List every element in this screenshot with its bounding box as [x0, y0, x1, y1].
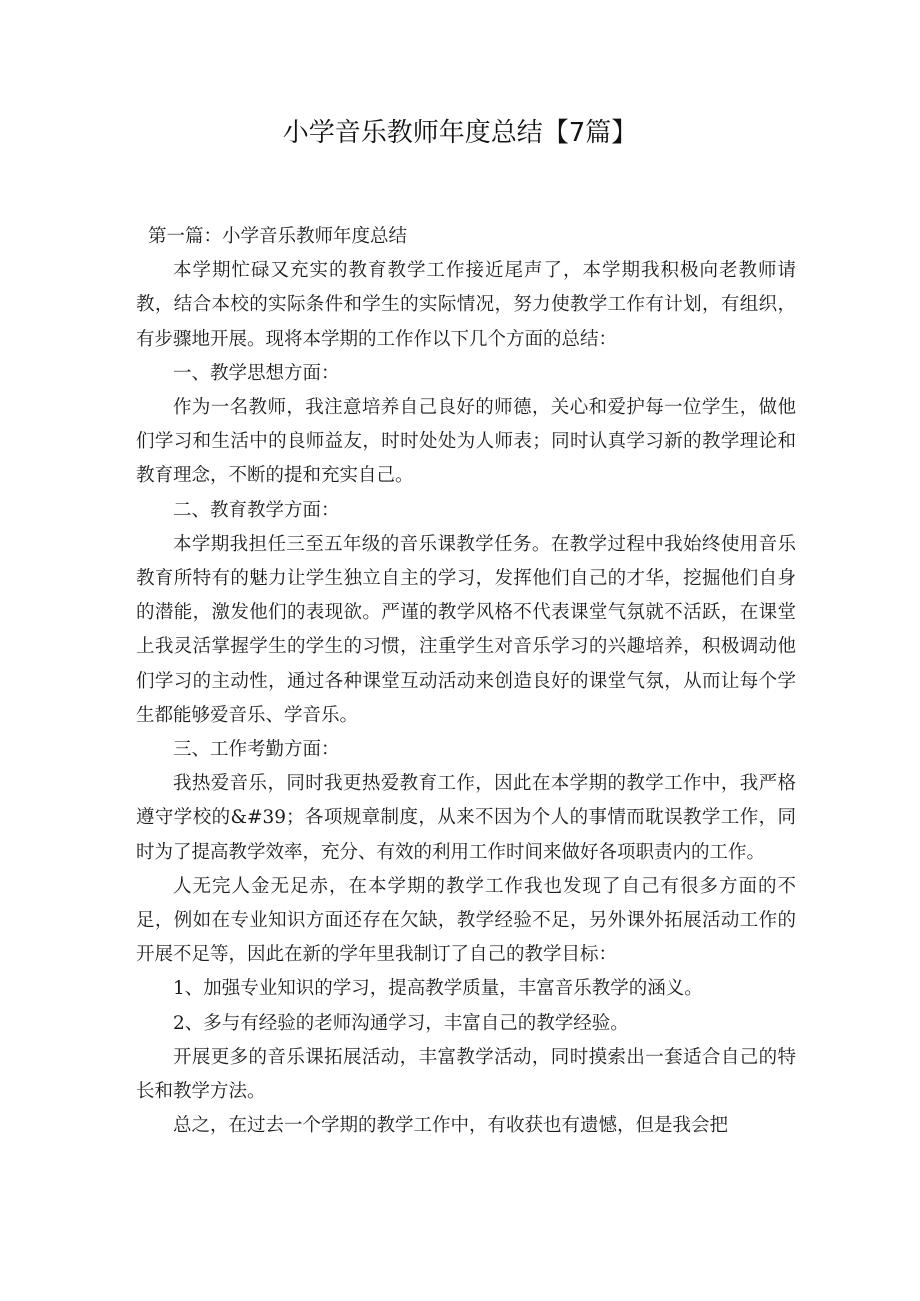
paragraph-conclusion: 总之，在过去一个学期的教学工作中，有收获也有遗憾，但是我会把: [173, 1115, 729, 1137]
section-heading: 第一篇：小学音乐教师年度总结: [148, 226, 408, 247]
paragraph-teaching-philosophy: 作为一名教师，我注意培养自己良好的师德，关心和爱护每一位学生，做他们学习和生活中的良师益友，时时处处为人师表；同时认真学习新的教学理论和教育理念，不断的提和充实自己。: [136, 397, 796, 487]
paragraph-shortcomings: 人无完人金无足赤，在本学期的教学工作我也发现了自己有很多方面的不足，例如在专业知识方面还存在欠缺，教学经验不足，另外课外拓展活动工作的开展不足等，因此在新的学年里我制订了自己的教学目标：: [136, 875, 796, 966]
subheading-teaching-philosophy: 一、教学思想方面：: [173, 362, 340, 384]
paragraph-intro: 本学期忙碌又充实的教育教学工作接近尾声了，本学期我积极向老教师请教，结合本校的实际条件和学生的实际情况，努力使教学工作有计划，有组织，有步骤地开展。现将本学期的工作作以下几个方面的总结：: [136, 260, 796, 350]
document-title: 小学音乐教师年度总结【7篇】: [282, 118, 638, 148]
subheading-attendance: 三、工作考勤方面：: [173, 739, 340, 761]
document-body: [136, 220, 796, 1143]
paragraph-attendance: 我热爱音乐，同时我更热爱教育工作，因此在本学期的教学工作中，我严格遵守学校的&#39；各项规章制度，从来不因为个人的事情而耽误教学工作，同时为了提高教学效率，充分、有效的利用工作时间来做好各项职责内的工作。: [136, 773, 796, 863]
list-item-goal-1: 1、加强专业知识的学习，提高教学质量，丰富音乐教学的涵义。: [173, 978, 703, 1000]
paragraph-education-teaching: 本学期我担任三至五年级的音乐课教学任务。在教学过程中我始终使用音乐教育所特有的魅力让学生独立自主的学习，发挥他们自己的才华，挖掘他们自身的潜能，激发他们的表现欲。严谨的教学风格不代表课堂气氛就不活跃，在课堂上我灵活掌握学生的学生的习惯，注重学生对音乐学习的兴趣培养，积极调动他们学习的主动性，通过各种课堂互动活动来创造良好的课堂气氛，从而让每个学生都能够爱音乐、学音乐。: [136, 533, 796, 726]
subheading-education-teaching: 二、教育教学方面：: [173, 499, 340, 521]
paragraph-activities: 开展更多的音乐课拓展活动，丰富教学活动，同时摸索出一套适合自己的特长和教学方法。: [136, 1046, 796, 1103]
list-item-goal-2: 2、多与有经验的老师沟通学习，丰富自己的教学经验。: [173, 1012, 629, 1034]
